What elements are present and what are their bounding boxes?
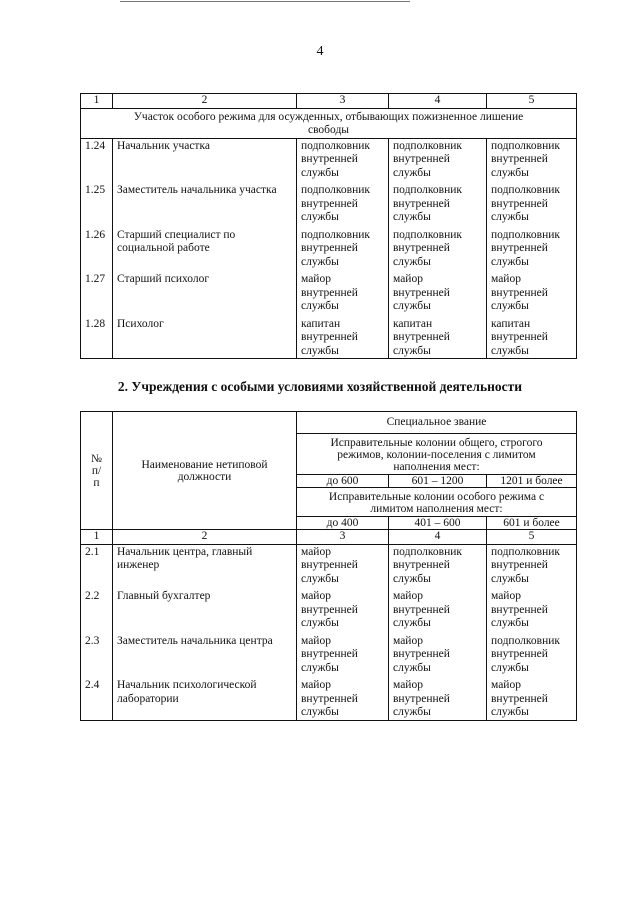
rank-col4: майор внутренней службы — [389, 675, 487, 720]
position-title: Начальник психологической лаборатории — [113, 675, 297, 720]
header-special-rank: Специальное звание — [297, 412, 577, 434]
table-row — [81, 544, 577, 586]
section-span-row — [81, 108, 577, 138]
table-row — [81, 180, 577, 225]
rank-col5: капитан внутренней службы — [487, 314, 577, 359]
row-number: 1.24 — [81, 138, 113, 180]
row-number: 2.1 — [81, 544, 113, 586]
section-title: 2. Учреждения с особыми условиями хозяйственной деятельности — [117, 379, 523, 394]
rank-col5: майор внутренней службы — [487, 269, 577, 314]
rank-col5: подполковник внутренней службы — [487, 544, 577, 586]
table-row — [81, 631, 577, 676]
position-title: Старший специалист по социальной работе — [113, 225, 297, 270]
header-row — [81, 412, 577, 434]
table-row — [81, 138, 577, 180]
rank-col3: подполковник внутренней службы — [297, 180, 389, 225]
rank-col3: майор внутренней службы — [297, 544, 389, 586]
position-title: Заместитель начальника участка — [113, 180, 297, 225]
rank-col5: майор внутренней службы — [487, 586, 577, 631]
row-number: 2.2 — [81, 586, 113, 631]
column-number-row — [81, 530, 577, 545]
header-num: № п/п — [81, 412, 113, 530]
rank-col3: майор внутренней службы — [297, 269, 389, 314]
position-title: Начальник центра, главный инженер — [113, 544, 297, 586]
row-number: 1.27 — [81, 269, 113, 314]
table-lifetime-section — [80, 93, 577, 359]
header-group1: Исправительные колонии общего, строгого режимов, колонии-поселения с лимитом наполнения мест: — [297, 434, 577, 475]
position-title: Начальник участка — [113, 138, 297, 180]
rank-col4: подполковник внутренней службы — [389, 180, 487, 225]
table-row — [81, 314, 577, 359]
col-number: 5 — [487, 530, 577, 545]
page-number: 4 — [316, 44, 324, 59]
row-number: 1.28 — [81, 314, 113, 359]
rank-col5: майор внутренней службы — [487, 675, 577, 720]
rank-col3: подполковник внутренней службы — [297, 225, 389, 270]
rank-col4: капитан внутренней службы — [389, 314, 487, 359]
col-number: 1 — [81, 530, 113, 545]
rank-col3: майор внутренней службы — [297, 586, 389, 631]
rank-col3: майор внутренней службы — [297, 675, 389, 720]
table-row — [81, 225, 577, 270]
col-number: 5 — [487, 94, 577, 109]
row-number: 2.4 — [81, 675, 113, 720]
section-span-title: Участок особого режима для осужденных, отбывающих пожизненное лишение свободы — [81, 108, 577, 138]
col-number: 2 — [113, 94, 297, 109]
col-number: 3 — [297, 530, 389, 545]
position-title: Главный бухгалтер — [113, 586, 297, 631]
rank-col5: подполковник внутренней службы — [487, 138, 577, 180]
table-row — [81, 675, 577, 720]
row-number: 1.26 — [81, 225, 113, 270]
rank-col5: подполковник внутренней службы — [487, 631, 577, 676]
position-title: Заместитель начальника центра — [113, 631, 297, 676]
col-number: 4 — [389, 94, 487, 109]
rank-col5: подполковник внутренней службы — [487, 180, 577, 225]
rank-col5: подполковник внутренней службы — [487, 225, 577, 270]
row-number: 1.25 — [81, 180, 113, 225]
position-title: Старший психолог — [113, 269, 297, 314]
rank-col4: майор внутренней службы — [389, 586, 487, 631]
rank-col3: подполковник внутренней службы — [297, 138, 389, 180]
table-special-conditions — [80, 411, 577, 721]
col-number: 2 — [113, 530, 297, 545]
rank-col4: подполковник внутренней службы — [389, 225, 487, 270]
rank-col4: подполковник внутренней службы — [389, 544, 487, 586]
header-name: Наименование нетиповой должности — [113, 412, 297, 530]
top-rule — [120, 1, 410, 2]
rank-col3: майор внутренней службы — [297, 631, 389, 676]
col-number: 3 — [297, 94, 389, 109]
group2-col: до 400 — [297, 517, 389, 530]
header-group2: Исправительные колонии особого режима с лимитом наполнения мест: — [297, 488, 577, 517]
col-number: 4 — [389, 530, 487, 545]
position-title: Психолог — [113, 314, 297, 359]
col-number: 1 — [81, 94, 113, 109]
group1-col: 1201 и более — [487, 475, 577, 488]
group1-col: 601 – 1200 — [389, 475, 487, 488]
rank-col4: майор внутренней службы — [389, 269, 487, 314]
group1-col: до 600 — [297, 475, 389, 488]
group2-col: 401 – 600 — [389, 517, 487, 530]
column-number-row — [81, 94, 577, 109]
rank-col4: подполковник внутренней службы — [389, 138, 487, 180]
table-row — [81, 586, 577, 631]
rank-col4: майор внутренней службы — [389, 631, 487, 676]
row-number: 2.3 — [81, 631, 113, 676]
table-row — [81, 269, 577, 314]
rank-col3: капитан внутренней службы — [297, 314, 389, 359]
group2-col: 601 и более — [487, 517, 577, 530]
